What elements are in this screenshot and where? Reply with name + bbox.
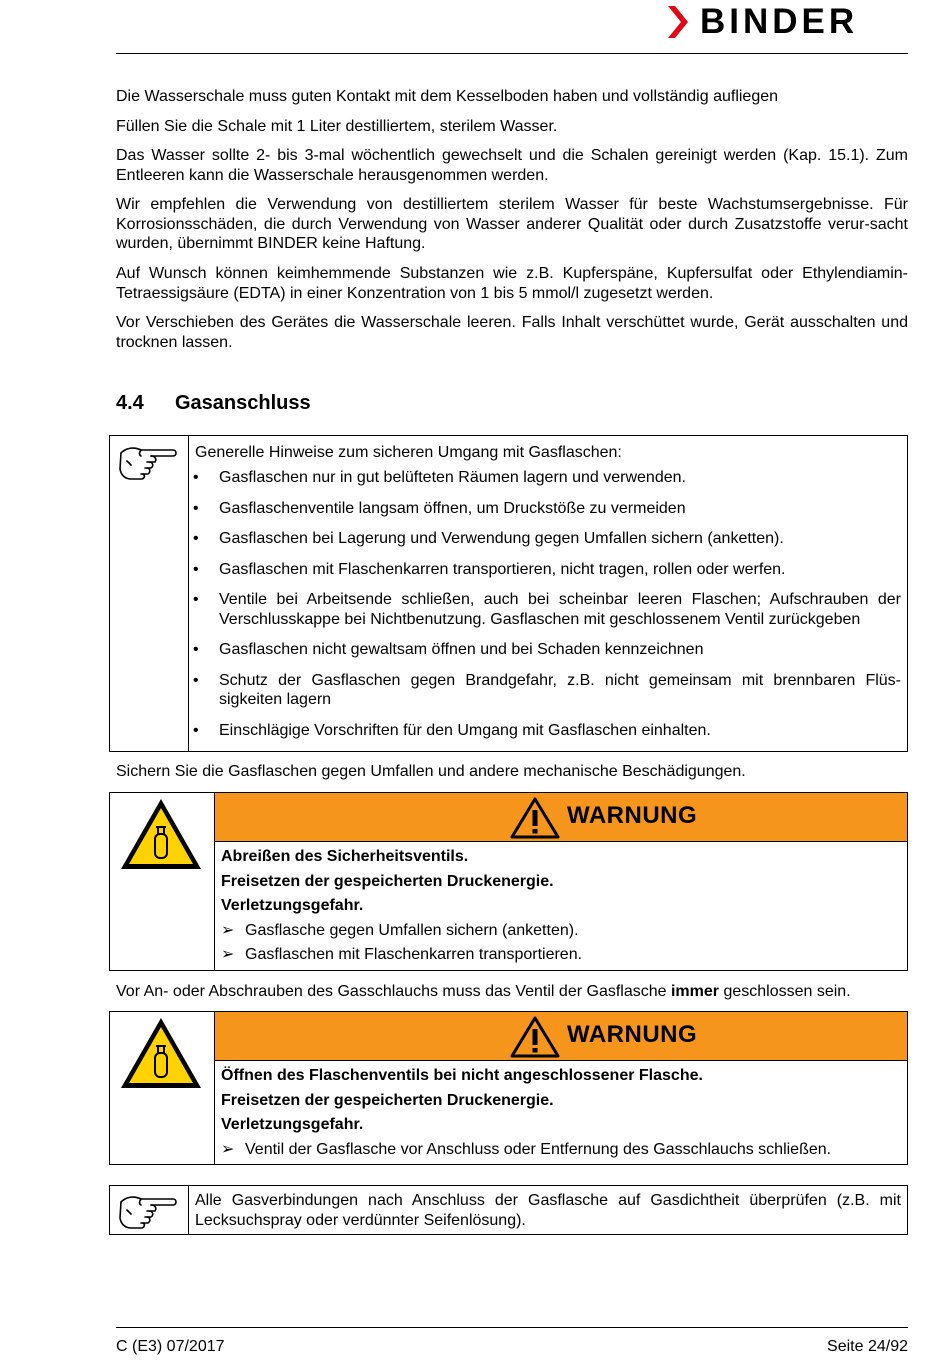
text-emphasis: immer — [670, 983, 720, 1000]
warning-action-text: Gasflaschen mit Flaschenkarren transportieren. — [245, 946, 583, 963]
warning-line: Freisetzen der gespeicherten Druckenergie. — [221, 1091, 554, 1109]
warning-action — [215, 1138, 907, 1163]
bullet-dot: • — [193, 499, 199, 517]
paragraph: Vor Verschieben des Gerätes die Wasserschale leeren. Falls Inhalt verschüttet wurde, Gerät ausschalten und trocknen lassen. — [116, 314, 908, 351]
arrow-bullet-icon: ➢ — [221, 1140, 235, 1158]
bullet-dot: • — [193, 671, 199, 689]
list-item — [189, 721, 907, 741]
warning-action — [215, 919, 907, 944]
bullet-dot: • — [193, 560, 199, 578]
warning-action-text: Gasflasche gegen Umfallen sichern (anketten). — [245, 921, 579, 939]
list-item-text: Ventile bei Arbeitsende schließen, auch bei scheinbar leeren Flaschen; Aufschrauben der Verschlusskappe bei Nichtbenutzung. Gasflaschen mit geschlossenem Ventil zurückgeben — [219, 591, 901, 628]
warning-header — [215, 793, 907, 842]
list-item-text: Gasflaschenventile langsam öffnen, um Druckstöße zu vermeiden — [219, 499, 686, 517]
warning-box — [109, 792, 908, 971]
warning-triangle-icon — [510, 1016, 560, 1058]
warning-line: Abreißen des Sicherheitsventils. — [221, 848, 469, 865]
text-segment: geschlossen sein. — [719, 983, 851, 1000]
binder-logo-icon — [668, 6, 694, 38]
paragraph-valve — [116, 982, 908, 1002]
list-item — [189, 560, 907, 580]
hand-pointer-icon — [117, 441, 179, 481]
note-box-leak-test — [109, 1185, 908, 1235]
bullet-dot: • — [193, 530, 199, 547]
warning-box — [109, 1011, 908, 1165]
footer-rule — [116, 1327, 908, 1328]
list-item — [189, 671, 907, 710]
list-item-text: Schutz der Gasflaschen gegen Brandgefahr, z.B. nicht gemeinsam mit brennbaren Flüs-sigkeiten lagern — [219, 671, 901, 708]
list-item — [189, 640, 907, 660]
note-intro: Generelle Hinweise zum sicheren Umgang mit Gasflaschen: — [195, 444, 622, 461]
note-icon-cell — [110, 1186, 189, 1234]
paragraph: Füllen Sie die Schale mit 1 Liter destilliertem, sterilem Wasser. — [116, 118, 558, 135]
warning-icon-cell — [110, 1012, 215, 1164]
bullet-dot: • — [193, 641, 199, 658]
header-rule — [116, 53, 908, 54]
list-item — [189, 590, 907, 629]
list-item — [189, 468, 907, 488]
paragraph: Das Wasser sollte 2- bis 3-mal wöchentlich gewechselt und die Schalen gereinigt werden (Kap. 15.1). Zum Entleeren kann die Wasserschale herausgenommen werden. — [116, 147, 908, 184]
bullet-dot: • — [193, 591, 199, 608]
warning-line: Verletzungsgefahr. — [221, 897, 364, 914]
paragraph: Wir empfehlen die Verwendung von destilliertem sterilem Wasser für beste Wachstumsergebnisse. Für Korrosionsschäden, die durch Verwendung von Wasser anderer Qualität oder durch Zusatzstoffe verur-sacht wurden, übernimmt BINDER keine Haftung. — [116, 196, 908, 252]
warning-action-text: Ventil der Gasflasche vor Anschluss oder Entfernung des Gasschlauchs schließen. — [245, 1140, 832, 1158]
note-icon-cell — [110, 436, 189, 751]
footer-page-number: Seite 24/92 — [827, 1338, 908, 1355]
bullet-dot: • — [193, 721, 199, 739]
warning-title: WARNUNG — [567, 802, 698, 829]
arrow-bullet-icon: ➢ — [221, 946, 235, 963]
warning-line: Verletzungsgefahr. — [221, 1116, 364, 1133]
section-heading — [116, 392, 311, 415]
warning-content — [215, 1012, 907, 1162]
list-item-text: Gasflaschen mit Flaschenkarren transportieren, nicht tragen, rollen oder werfen. — [219, 560, 786, 578]
list-item-text: Gasflaschen nicht gewaltsam öffnen und bei Schaden kennzeichnen — [219, 641, 704, 658]
list-item-text: Einschlägige Vorschriften für den Umgang mit Gasflaschen einhalten. — [219, 721, 711, 739]
warning-line: Öffnen des Flaschenventils bei nicht angeschlossener Flasche. — [221, 1067, 703, 1084]
hand-pointer-icon — [117, 1190, 179, 1230]
list-item — [189, 499, 907, 519]
note-box-gas-handling — [109, 435, 908, 752]
warning-action — [215, 943, 907, 968]
section-title: Gasanschluss — [175, 392, 311, 414]
text-segment: Vor An- oder Abschrauben des Gasschlauchs muss das Ventil der Gasflasche — [116, 983, 671, 1000]
warning-content — [215, 793, 907, 968]
gas-cylinder-warning-icon — [118, 1015, 204, 1091]
logo-text: BINDER — [700, 2, 859, 41]
arrow-bullet-icon: ➢ — [221, 921, 235, 939]
section-number: 4.4 — [116, 392, 144, 414]
paragraph: Die Wasserschale muss guten Kontakt mit dem Kesselboden haben und vollständig aufliegen — [116, 88, 779, 105]
warning-triangle-icon — [510, 797, 560, 839]
paragraph: Auf Wunsch können keimhemmende Substanzen wie z.B. Kupferspäne, Kupfersulfat oder Ethylendiamin-Tetraessigsäure (EDTA) in einer Konzentration von 1 bis 5 mmol/l zugesetzt werden. — [116, 265, 908, 302]
note-text: Alle Gasverbindungen nach Anschluss der Gasflasche auf Gasdichtheit überprüfen (z.B. mit Lecksuchspray oder verdünnter Seifenlösung). — [195, 1192, 901, 1229]
gas-cylinder-warning-icon — [118, 796, 204, 872]
list-item-text: Gasflaschen bei Lagerung und Verwendung gegen Umfallen sichern (anketten). — [219, 530, 784, 547]
list-item-text: Gasflaschen nur in gut belüfteten Räumen lagern und verwenden. — [219, 469, 686, 486]
warning-icon-cell — [110, 793, 215, 970]
paragraph: Sichern Sie die Gasflaschen gegen Umfallen und andere mechanische Beschädigungen. — [116, 763, 746, 780]
warning-title: WARNUNG — [567, 1021, 698, 1048]
warning-header — [215, 1012, 907, 1061]
footer-version: C (E3) 07/2017 — [116, 1338, 225, 1355]
warning-line: Freisetzen der gespeicherten Druckenergie. — [221, 872, 554, 890]
list-item — [189, 529, 907, 549]
binder-logo — [668, 2, 858, 42]
bullet-dot: • — [193, 469, 199, 486]
